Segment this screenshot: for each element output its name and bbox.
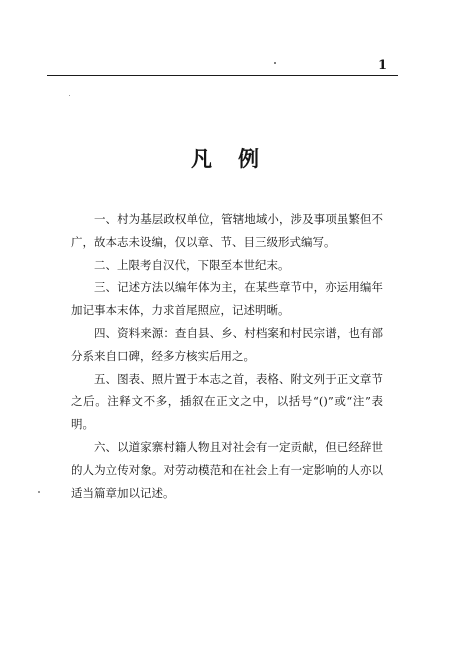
body-text	[71, 208, 383, 504]
page-title: 凡例	[191, 146, 285, 171]
scan-speck	[38, 491, 40, 493]
header-rule	[47, 75, 398, 76]
rule-paragraph-2: 二、上限考自汉代，下限至本世纪末。	[94, 257, 290, 272]
rule-paragraph-3: 三、记述方法以编年体为主，在某些章节中，亦运用编年加记事本末体，力求首尾照应，记述明晰。	[71, 280, 383, 318]
rule-paragraph-5: 五、图表、照片置于本志之首，表格、附文列于正文章节之后。注释文不多，插叙在正文之中，以括号“()”或“注”表明。	[71, 371, 383, 432]
header-speck	[274, 62, 276, 64]
rule-paragraph-4: 四、资料来源：查自县、乡、村档案和村民宗谱，也有部分系来自口碑，经多方核实后用之。	[71, 325, 383, 363]
rule-paragraph-6: 六、以道家寨村籍人物且对社会有一定贡献，但已经辞世的人为立传对象。对劳动模范和在社会上有一定影响的人亦以适当篇章加以记述。	[71, 439, 383, 500]
page-number: 1	[378, 58, 388, 73]
scan-speck	[69, 95, 70, 96]
rule-paragraph-1: 一、村为基层政权单位，管辖地域小，涉及事项虽繁但不广，故本志未设编，仅以章、节、目三级形式编写。	[71, 212, 383, 249]
